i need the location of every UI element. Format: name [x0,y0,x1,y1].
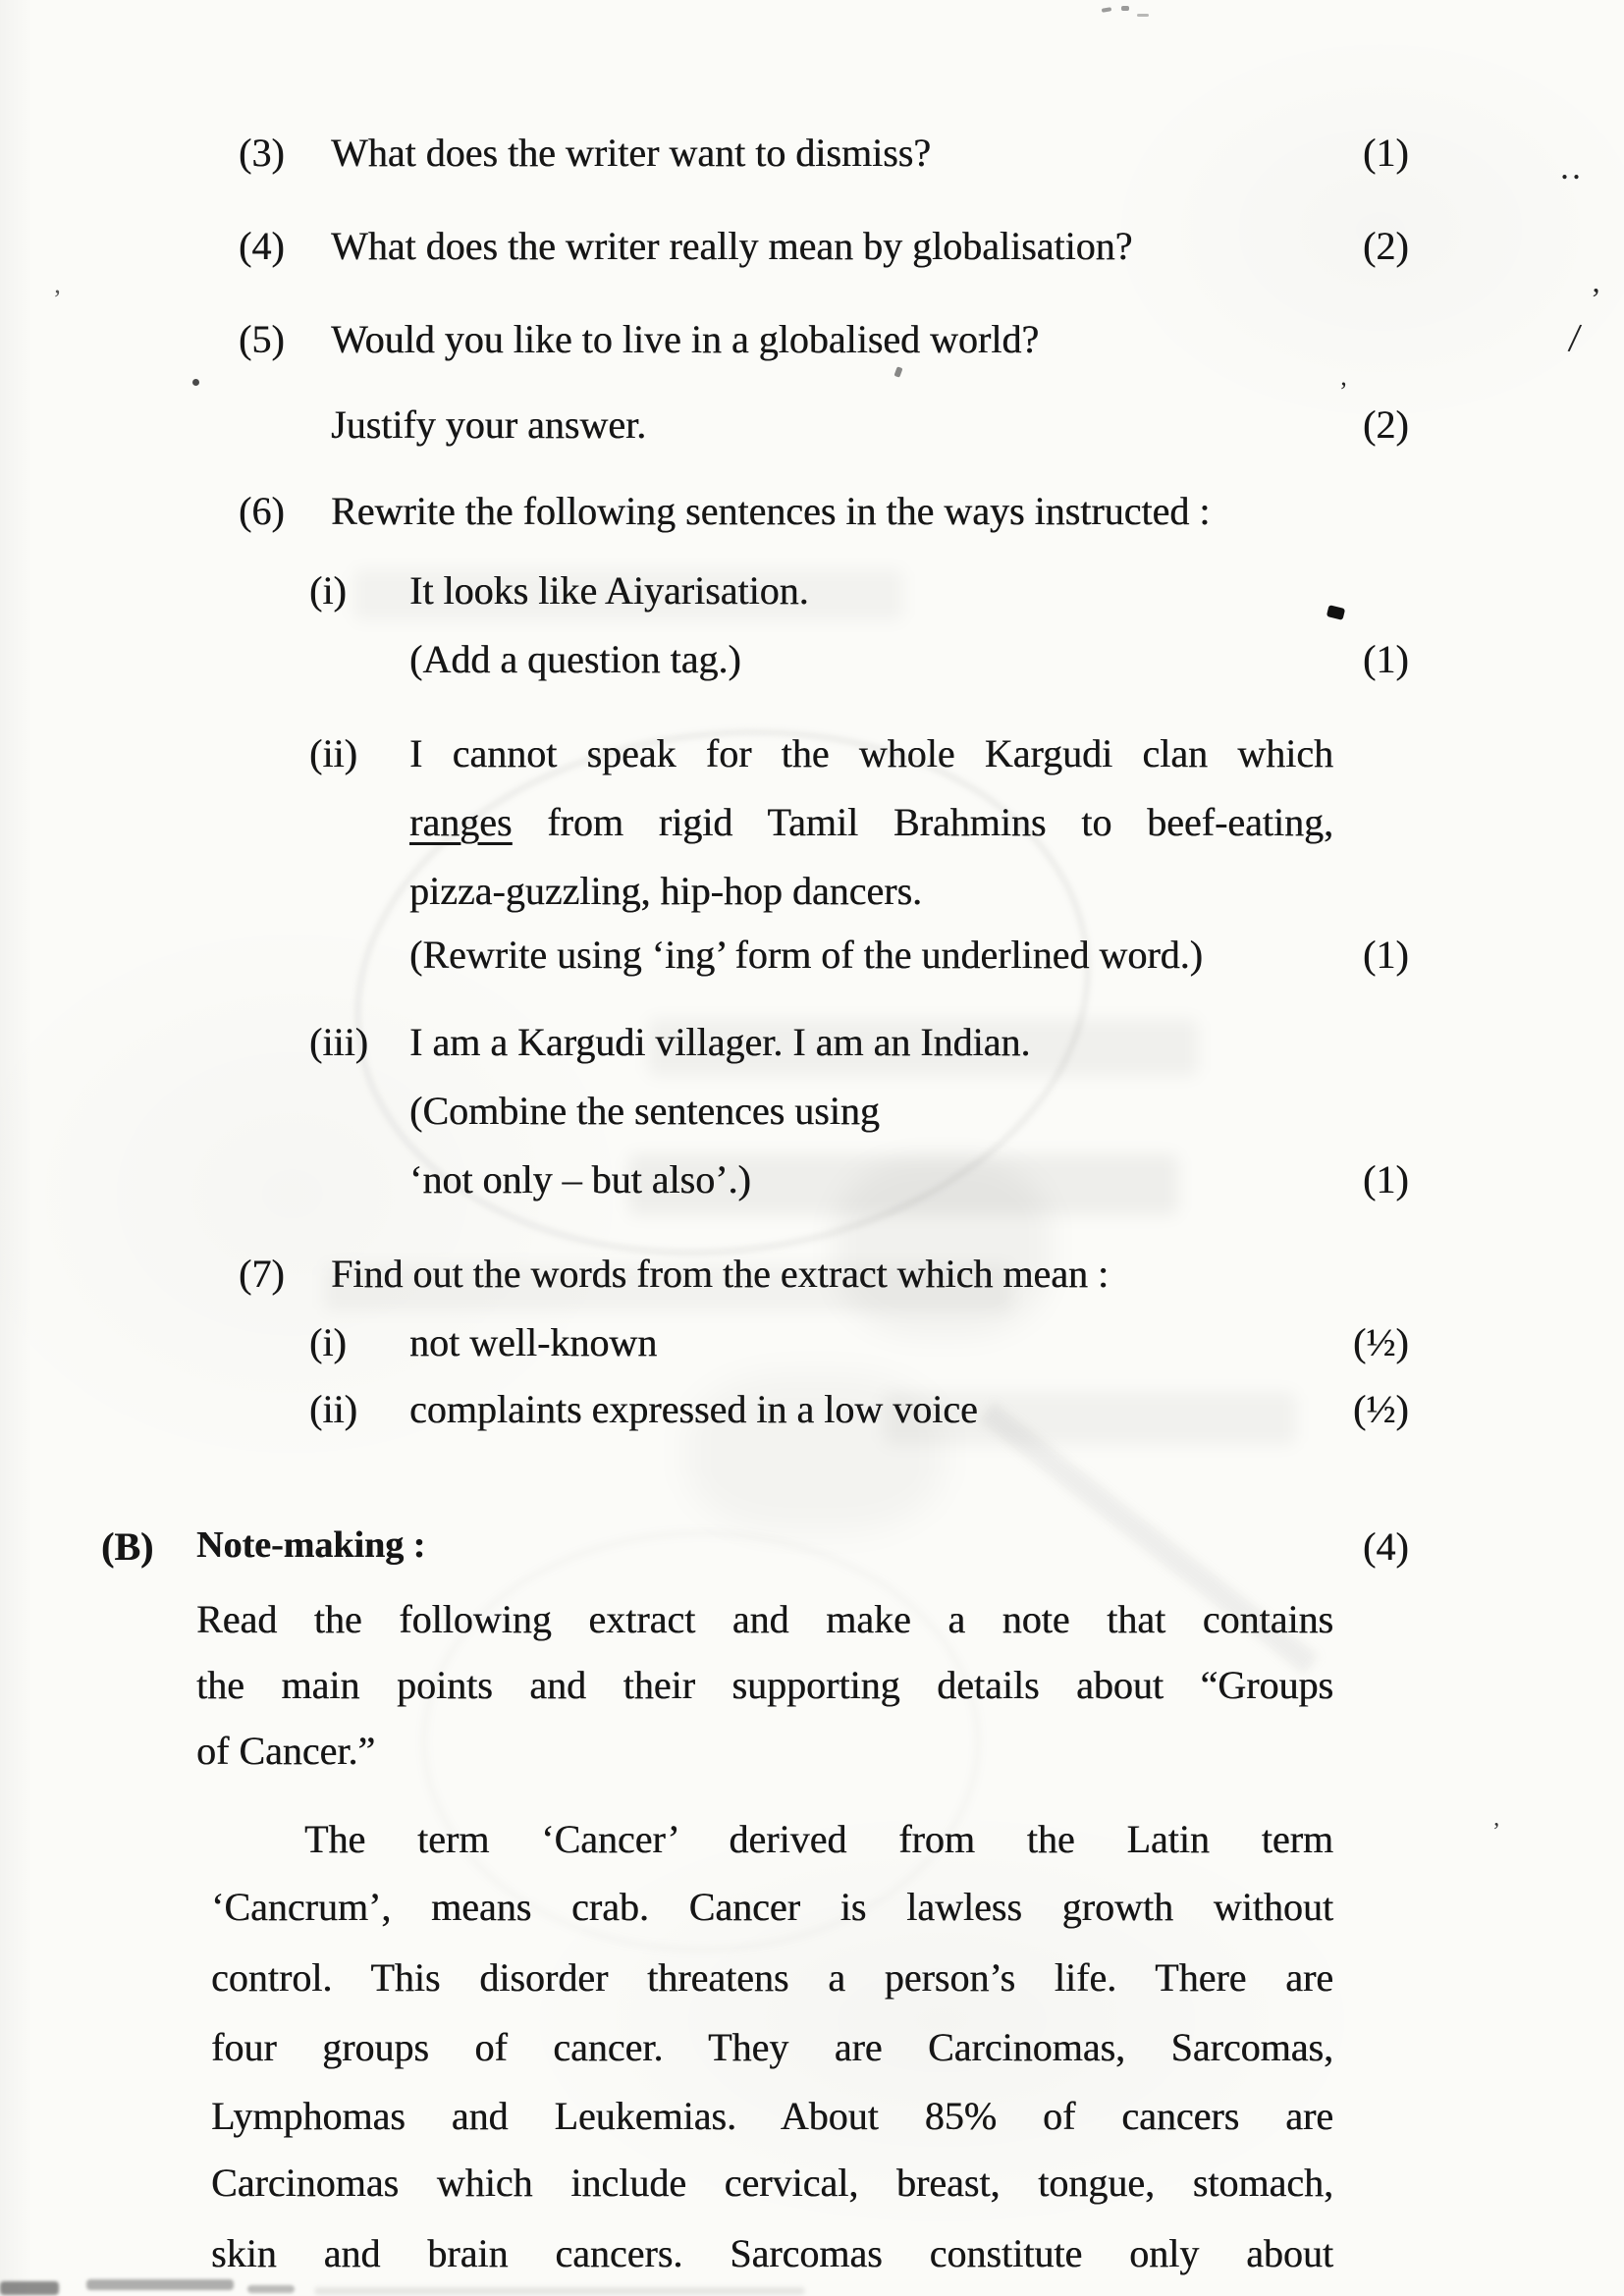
subquestion-row-6ii-cont [0,799,1624,845]
question-row-3 [0,130,1624,176]
subquestion-number: (i) [309,568,347,613]
marks-badge: (1) [1363,933,1409,977]
question-text: What does the writer want to dismiss? [331,131,931,175]
intro-text: the main points and their supporting details about “Groups [196,1663,1333,1707]
subquestion-text: (Combine the sentences using [409,1089,880,1133]
question-number: (4) [239,224,285,268]
subquestion-text: It looks like Aiyarisation. [409,568,809,613]
paragraph-text: ‘Cancrum’, means crab. Cancer is lawless growth without [211,1885,1333,1929]
question-row-5 [0,316,1624,362]
question-row-5-cont [0,401,1624,448]
extract-paragraph-line [0,2093,1624,2139]
subquestion-row-6iii-cont [0,1088,1624,1134]
question-text: Rewrite the following sentences in the ways instructed : [331,489,1211,533]
subquestion-text: ‘not only – but also’.) [409,1157,751,1201]
section-b-intro-line [0,1728,1624,1774]
subquestion-row-6ii [0,730,1624,776]
section-b-intro-line [0,1662,1624,1708]
stray-ink-dots: .. [1560,147,1584,187]
scan-speck [1121,6,1129,11]
scan-speck [192,379,199,386]
underlined-word: ranges [409,800,513,844]
question-text: Would you like to live in a globalised world? [331,317,1040,361]
subquestion-row-6i [0,567,1624,614]
bottom-edge-smudge [247,2285,295,2293]
subquestion-row-6iii [0,1019,1624,1065]
marks-badge: (1) [1363,637,1409,681]
intro-text: Read the following extract and make a note that contains [196,1597,1333,1641]
subquestion-row-6iii-cont [0,1156,1624,1202]
bottom-edge-smudge [314,2287,805,2295]
subquestion-row-7i [0,1319,1624,1365]
extract-paragraph-line [0,1816,1624,1862]
stray-ink-slash: / [1566,315,1584,362]
subquestion-row-6ii-cont [0,868,1624,914]
question-text: Find out the words from the extract which mean : [331,1252,1110,1296]
paragraph-text: The term ‘Cancer’ derived from the Latin term [304,1817,1333,1861]
extract-paragraph-line [0,1954,1624,2001]
stray-ink-apostrophe: ’ [1591,281,1601,316]
subquestion-row-6ii-instruction [0,932,1624,978]
subquestion-number: (i) [309,1320,347,1364]
paragraph-text: skin and brain cancers. Sarcomas constitute only about [211,2231,1333,2275]
subquestion-text: (Add a question tag.) [409,637,741,681]
question-text: Justify your answer. [331,402,647,447]
extract-paragraph-line [0,2024,1624,2070]
scan-speck [893,366,902,377]
bottom-edge-smudge [86,2279,234,2290]
stray-ink-tick: ’ [1492,1819,1500,1844]
marks-badge: (2) [1363,224,1409,268]
question-row-7 [0,1251,1624,1297]
subquestion-number: (iii) [309,1020,368,1064]
subquestion-text: pizza-guzzling, hip-hop dancers. [409,869,923,913]
marks-badge: (½) [1353,1320,1409,1364]
section-letter: (B) [101,1524,154,1569]
section-b-intro-line [0,1596,1624,1642]
subquestion-text-rest: from rigid Tamil Brahmins to beef-eating, [512,800,1333,844]
stray-ink-tick: ’ [53,285,62,313]
extract-paragraph-line [0,2230,1624,2276]
question-number: (5) [239,317,285,361]
subquestion-text: I cannot speak for the whole Kargudi clan which [409,731,1333,775]
subquestion-text: (Rewrite using ‘ing’ form of the underlined word.) [409,933,1203,977]
subquestion-row-6i-cont [0,636,1624,682]
section-title: Note-making : [196,1524,426,1566]
subquestion-row-7ii [0,1386,1624,1432]
intro-text: of Cancer.” [196,1729,376,1773]
subquestion-text: complaints expressed in a low voice [409,1387,978,1431]
scan-speck [1137,14,1149,17]
subquestion-number: (ii) [309,1387,357,1431]
marks-badge: (2) [1363,402,1409,447]
stray-ink-tick: ’ [1339,377,1348,405]
marks-badge: (4) [1363,1524,1409,1569]
question-number: (3) [239,131,285,175]
question-text: What does the writer really mean by globalisation? [331,224,1133,268]
subquestion-text [409,799,1333,845]
marks-badge: (1) [1363,131,1409,175]
extract-paragraph-line [0,2160,1624,2206]
marks-badge: (½) [1353,1387,1409,1431]
paragraph-text: Carcinomas which include cervical, breast, tongue, stomach, [211,2161,1333,2205]
question-number: (7) [239,1252,285,1296]
bottom-edge-smudge [0,2281,59,2295]
extract-paragraph-line [0,1884,1624,1930]
subquestion-number: (ii) [309,731,357,775]
paragraph-text: four groups of cancer. They are Carcinomas, Sarcomas, [211,2025,1333,2069]
marks-badge: (1) [1363,1157,1409,1201]
section-b-heading [0,1523,1624,1568]
paragraph-text: control. This disorder threatens a person’s life. There are [211,1955,1333,2000]
question-number: (6) [239,489,285,533]
subquestion-text: I am a Kargudi villager. I am an Indian. [409,1020,1031,1064]
subquestion-text: not well-known [409,1320,658,1364]
question-row-4 [0,223,1624,269]
scan-speck [1102,7,1112,13]
paragraph-text: Lymphomas and Leukemias. About 85% of cancers are [211,2094,1333,2138]
question-row-6 [0,488,1624,534]
